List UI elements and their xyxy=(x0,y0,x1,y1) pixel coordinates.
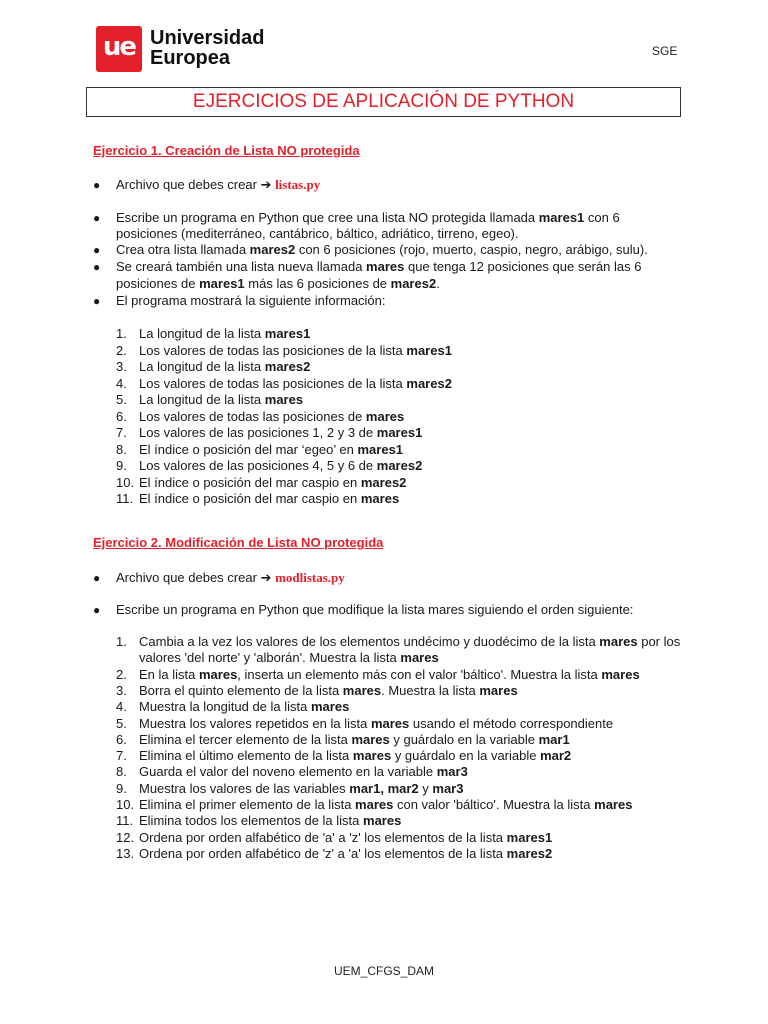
list-item: Ordena por orden alfabético de 'z' a 'a' los elementos de la lista mares2 xyxy=(139,845,553,861)
list-item: En la lista mares, inserta un elemento más con el valor 'báltico'. Muestra la lista mares xyxy=(139,666,640,682)
list-number: 7. xyxy=(116,748,127,764)
list-item: Se creará también una lista nueva llamada mares que tenga 12 posiciones que serán las 6 xyxy=(116,259,642,274)
list-item: El índice o posición del mar ‘egeo’ en mares1 xyxy=(139,441,404,457)
list-item: Crea otra lista llamada mares2 con 6 posiciones (rojo, muerto, caspio, negro, arábigo, sulu). xyxy=(116,242,648,257)
bullet-icon: ● xyxy=(93,243,101,257)
list-item: Guarda el valor del noveno elemento en la variable mar3 xyxy=(139,764,468,780)
list-number: 8. xyxy=(116,764,127,780)
bullet-icon: ● xyxy=(93,211,101,225)
list-number: 10. xyxy=(116,797,135,812)
list-number: 1. xyxy=(116,326,127,341)
list-number: 11. xyxy=(116,813,134,829)
file-name: modlistas.py xyxy=(275,570,345,585)
list-item: Muestra los valores de las variables mar1, mar2 y mar3 xyxy=(139,780,464,796)
list-number: 1. xyxy=(116,634,127,649)
list-item: Elimina el primer elemento de la lista mares con valor 'báltico'. Muestra la lista mares xyxy=(139,797,633,812)
list-item: Muestra los valores repetidos en la lista mares usando el método correspondiente xyxy=(139,715,614,731)
list-item: La longitud de la lista mares xyxy=(139,392,304,407)
arrow-icon: ➔ xyxy=(260,570,272,585)
list-number: 6. xyxy=(116,731,127,747)
header-label: SGE xyxy=(652,44,678,58)
list-item: Los valores de todas las posiciones de mares xyxy=(139,408,405,424)
list-item: Los valores de todas las posiciones de la lista mares2 xyxy=(139,375,452,391)
list-item: El índice o posición del mar caspio en mares2 xyxy=(139,474,407,490)
exercise-1-heading: Ejercicio 1. Creación de Lista NO protegida xyxy=(93,143,360,158)
list-number: 9. xyxy=(116,458,127,473)
list-item: Borra el quinto elemento de la lista mares. Muestra la lista mares xyxy=(139,682,518,698)
list-number: 9. xyxy=(116,780,127,796)
list-item: posiciones (mediterráneo, cantábrico, báltico, adriático, tirreno, egeo). xyxy=(116,226,519,241)
bullet-icon: ● xyxy=(93,294,101,308)
document-title: EJERCICIOS DE APLICACIÓN DE PYTHON xyxy=(192,91,575,112)
list-number: 5. xyxy=(116,715,127,731)
logo-mark: ue xyxy=(96,26,142,72)
list-number: 5. xyxy=(116,392,127,407)
list-item: La longitud de la lista mares2 xyxy=(139,359,311,374)
exercise-1-file-line: Archivo que debes crear ➔ listas.py xyxy=(116,177,321,192)
list-number: 8. xyxy=(116,441,127,457)
list-item: Los valores de las posiciones 4, 5 y 6 de mares2 xyxy=(139,458,423,473)
list-number: 2. xyxy=(116,666,127,682)
list-item: posiciones de mares1 más las 6 posiciones de mares2. xyxy=(116,276,440,291)
list-item: Escribe un programa en Python que cree una lista NO protegida llamada mares1 con 6 xyxy=(116,210,620,225)
arrow-icon: ➔ xyxy=(260,177,272,192)
list-number: 12. xyxy=(116,829,135,845)
list-item: Los valores de todas las posiciones de la lista mares1 xyxy=(139,342,452,358)
list-item: La longitud de la lista mares1 xyxy=(139,326,311,341)
list-item: El índice o posición del mar caspio en mares xyxy=(139,491,400,506)
list-number: 3. xyxy=(116,682,127,698)
list-number: 3. xyxy=(116,359,127,374)
list-item: Muestra la longitud de la lista mares xyxy=(139,699,350,715)
list-item: Los valores de las posiciones 1, 2 y 3 de mares1 xyxy=(139,425,423,440)
list-number: 4. xyxy=(116,699,127,715)
file-name: listas.py xyxy=(275,177,321,192)
list-item: Elimina el tercer elemento de la lista mares y guárdalo en la variable mar1 xyxy=(139,731,570,747)
list-number: 11. xyxy=(116,491,134,506)
bullet-icon: ● xyxy=(93,571,101,585)
bullet-icon: ● xyxy=(93,603,101,617)
list-number: 7. xyxy=(116,425,127,440)
list-item: Ordena por orden alfabético de 'a' a 'z' los elementos de la lista mares1 xyxy=(139,829,553,845)
exercise-2-heading: Ejercicio 2. Modificación de Lista NO protegida xyxy=(93,535,384,550)
list-number: 2. xyxy=(116,342,127,358)
bullet-icon: ● xyxy=(93,260,101,274)
university-logo xyxy=(96,26,296,72)
page-footer: UEM_CFGS_DAM xyxy=(333,964,434,978)
exercise-2-intro: Escribe un programa en Python que modifique la lista mares siguiendo el orden siguiente: xyxy=(116,602,634,617)
list-number: 10. xyxy=(116,474,135,490)
document-title-box xyxy=(86,87,681,117)
list-number: 6. xyxy=(116,408,127,424)
list-item: El programa mostrará la siguiente información: xyxy=(116,293,386,308)
bullet-icon: ● xyxy=(93,178,101,192)
list-item: Cambia a la vez los valores de los elementos undécimo y duodécimo de la lista mares por los xyxy=(139,634,681,649)
exercise-2-file-line: Archivo que debes crear ➔ modlistas.py xyxy=(116,570,345,585)
list-item: Elimina el último elemento de la lista mares y guárdalo en la variable mar2 xyxy=(139,748,572,764)
list-number: 4. xyxy=(116,375,127,391)
list-item: Elimina todos los elementos de la lista mares xyxy=(139,813,402,829)
list-item: valores 'del norte' y 'alborán'. Muestra la lista mares xyxy=(139,650,439,666)
list-number: 13. xyxy=(116,845,135,861)
logo-wordmark: Universidad Europea xyxy=(150,27,265,69)
